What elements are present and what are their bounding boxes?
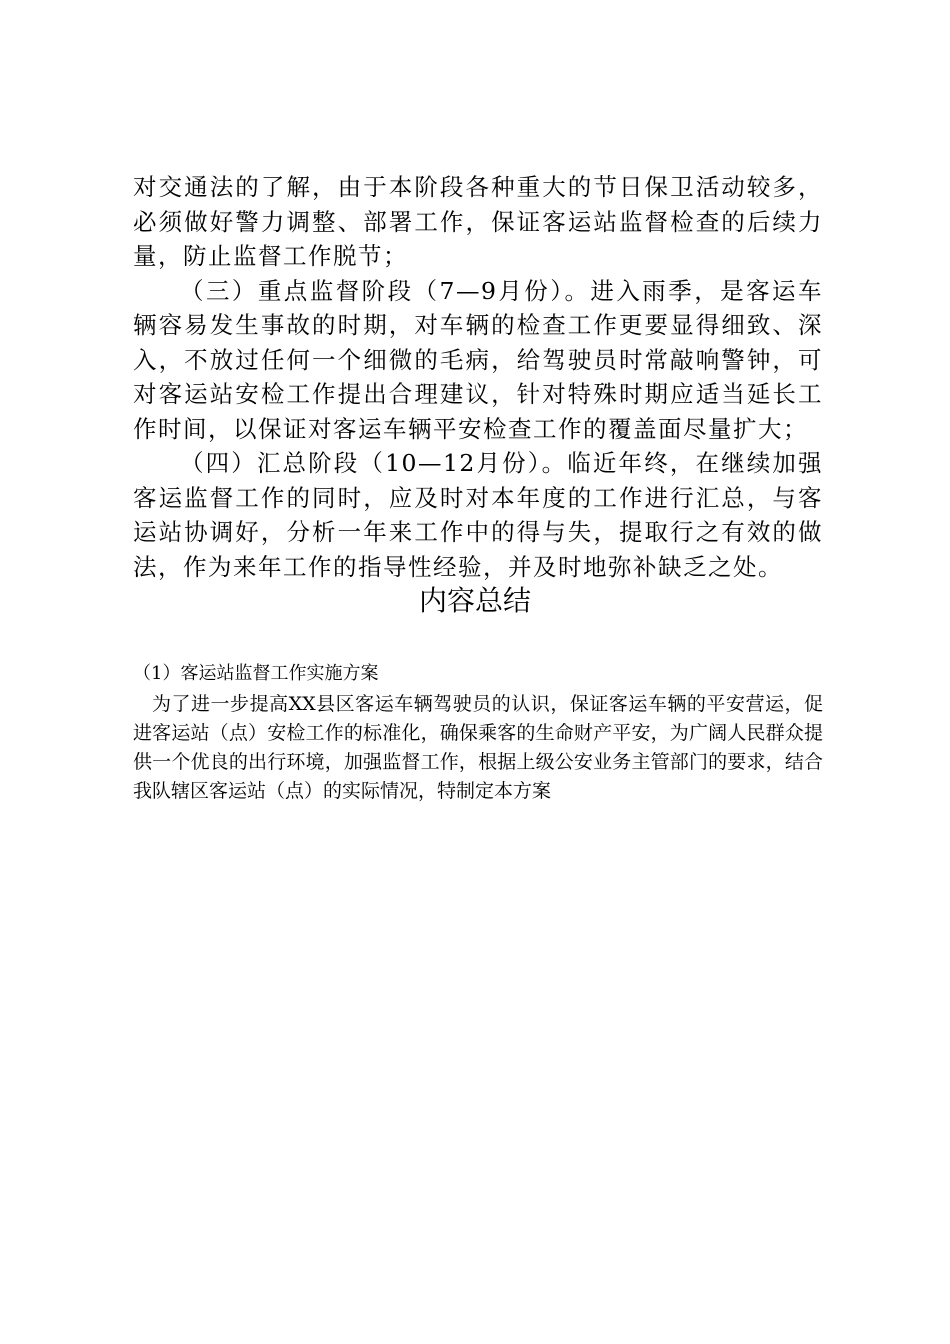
summary-body: 为了进一步提高XX县区客运车辆驾驶员的认识，保证客运车辆的平安营运，促进客运站（点）安检工作的标准化，确保乘客的生命财产平安，为广阔人民群众提供一个优良的出行环境，加强监督工作，根据上级公安业务主管部门的要求，结合我队辖区客运站（点）的实际情况，特制定本方案	[133, 693, 823, 802]
summary-title: 内容总结	[418, 584, 531, 617]
paragraph-continuation: 对交通法的了解，由于本阶段各种重大的节日保卫活动较多，必须做好警力调整、部署工作，保证客运站监督检查的后续力量，防止监督工作脱节；	[133, 173, 823, 270]
paragraph-phase-three: （三）重点监督阶段（7—9月份）。进入雨季，是客运车辆容易发生事故的时期，对车辆的检查工作更要显得细致、深入，不放过任何一个细微的毛病，给驾驶员时常敲响警钟，可对客运站安检工作提出合理建议，针对特殊时期应适当延长工作时间，以保证对客运车辆平安检查工作的覆盖面尽量扩大；	[133, 276, 823, 443]
summary-heading: （1）客运站监督工作实施方案	[133, 663, 379, 684]
paragraph-phase-four: （四）汇总阶段（10—12月份）。临近年终，在继续加强客运监督工作的同时，应及时对本年度的工作进行汇总，与客运站协调好，分析一年来工作中的得与失，提取行之有效的做法，作为来年工作的指导性经验，并及时地弥补缺乏之处。	[133, 449, 823, 581]
document-body	[133, 170, 823, 584]
